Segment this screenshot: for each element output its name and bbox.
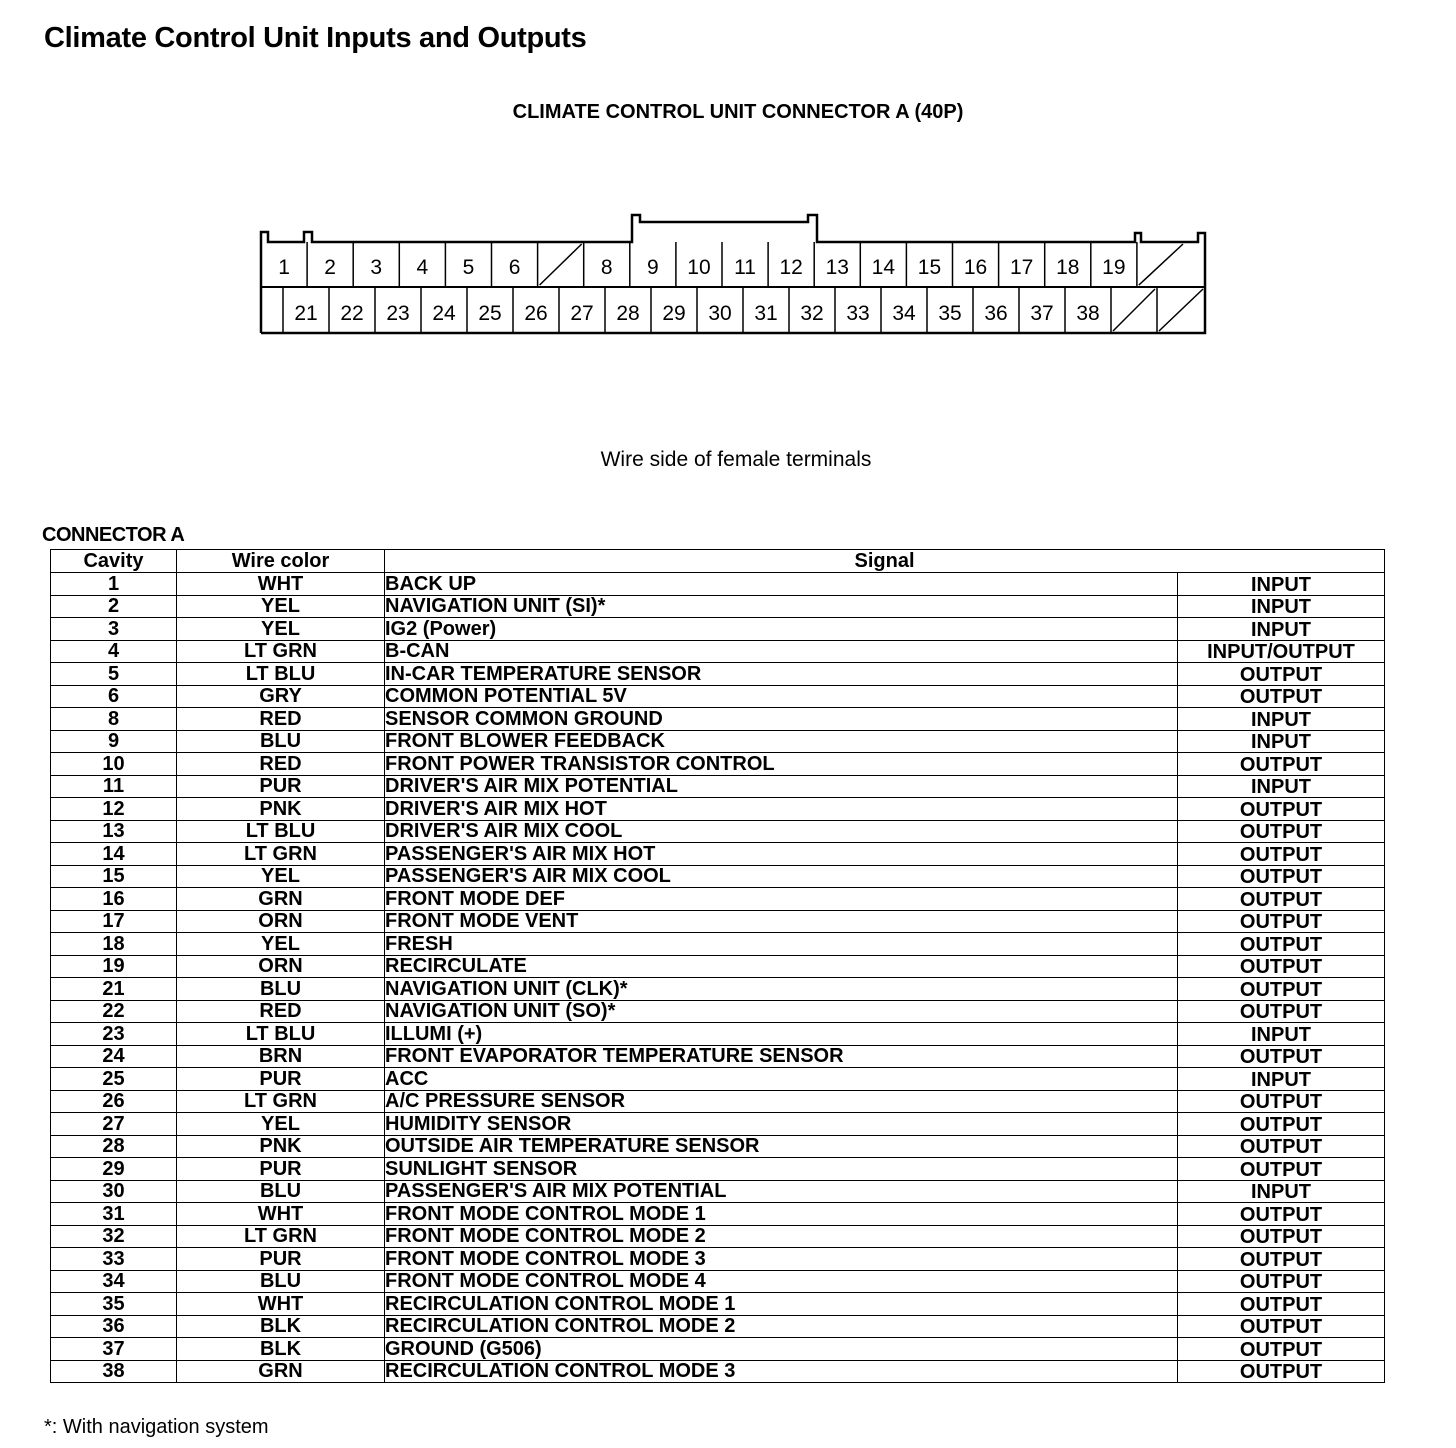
- cell-wire: BRN: [177, 1045, 385, 1068]
- cell-wire: LT BLU: [177, 820, 385, 843]
- cell-cavity: 34: [51, 1270, 177, 1293]
- cell-wire: BLK: [177, 1338, 385, 1361]
- table-row: [51, 1068, 1385, 1091]
- table-row: [51, 955, 1385, 978]
- cell-cavity: 33: [51, 1248, 177, 1271]
- cell-signal: FRONT EVAPORATOR TEMPERATURE SENSOR: [385, 1045, 1178, 1068]
- cell-signal: NAVIGATION UNIT (SI)*: [385, 595, 1178, 618]
- pin-label: 33: [846, 302, 870, 325]
- cell-signal: SENSOR COMMON GROUND: [385, 708, 1178, 731]
- cell-dir: OUTPUT: [1178, 933, 1385, 956]
- cell-signal: NAVIGATION UNIT (CLK)*: [385, 978, 1178, 1001]
- pin-label: 6: [508, 256, 521, 279]
- pin-label: 26: [524, 302, 548, 325]
- cell-dir: OUTPUT: [1178, 1225, 1385, 1248]
- cell-signal: PASSENGER'S AIR MIX HOT: [385, 843, 1178, 866]
- pin-label: 36: [984, 302, 1008, 325]
- cell-dir: OUTPUT: [1178, 865, 1385, 888]
- cell-dir: OUTPUT: [1178, 1270, 1385, 1293]
- cell-signal: NAVIGATION UNIT (SO)*: [385, 1000, 1178, 1023]
- table-row: [51, 1225, 1385, 1248]
- cell-dir: OUTPUT: [1178, 1090, 1385, 1113]
- cell-cavity: 32: [51, 1225, 177, 1248]
- cell-cavity: 13: [51, 820, 177, 843]
- cell-dir: OUTPUT: [1178, 1045, 1385, 1068]
- pin-label: 14: [871, 256, 896, 279]
- cell-wire: WHT: [177, 1293, 385, 1316]
- cell-cavity: 15: [51, 865, 177, 888]
- pin-label: 11: [734, 256, 756, 279]
- cell-signal: FRONT POWER TRANSISTOR CONTROL: [385, 753, 1178, 776]
- cell-wire: YEL: [177, 933, 385, 956]
- pin-label: 3: [370, 256, 383, 279]
- cell-wire: RED: [177, 1000, 385, 1023]
- cell-dir: OUTPUT: [1178, 843, 1385, 866]
- cell-cavity: 22: [51, 1000, 177, 1023]
- cell-wire: BLU: [177, 1180, 385, 1203]
- blank-cavity-mark: [1139, 244, 1183, 285]
- cell-signal: IG2 (Power): [385, 618, 1178, 641]
- table-row: [51, 978, 1385, 1001]
- pin-label: 34: [892, 302, 916, 325]
- cell-wire: YEL: [177, 618, 385, 641]
- cell-signal: COMMON POTENTIAL 5V: [385, 685, 1178, 708]
- pin-label: 21: [294, 302, 318, 325]
- cell-dir: OUTPUT: [1178, 1338, 1385, 1361]
- cell-signal: RECIRCULATE: [385, 955, 1178, 978]
- table-row: [51, 1203, 1385, 1226]
- pin-label: 25: [478, 302, 502, 325]
- table-row: [51, 775, 1385, 798]
- cell-dir: INPUT/OUTPUT: [1178, 640, 1385, 663]
- table-row: [51, 1180, 1385, 1203]
- table-row: [51, 1248, 1385, 1271]
- cell-cavity: 36: [51, 1315, 177, 1338]
- cell-dir: OUTPUT: [1178, 820, 1385, 843]
- cell-cavity: 26: [51, 1090, 177, 1113]
- table-row: [51, 865, 1385, 888]
- cell-dir: OUTPUT: [1178, 978, 1385, 1001]
- cell-cavity: 1: [51, 573, 177, 596]
- cell-cavity: 19: [51, 955, 177, 978]
- table-row: [51, 843, 1385, 866]
- cell-cavity: 9: [51, 730, 177, 753]
- cell-signal: HUMIDITY SENSOR: [385, 1113, 1178, 1136]
- cell-dir: INPUT: [1178, 573, 1385, 596]
- cell-dir: INPUT: [1178, 730, 1385, 753]
- cell-cavity: 25: [51, 1068, 177, 1091]
- table-header-row: [51, 550, 1385, 573]
- pin-label: 27: [570, 302, 594, 325]
- pin-label: 38: [1076, 302, 1100, 325]
- cell-dir: INPUT: [1178, 1180, 1385, 1203]
- pin-label: 10: [687, 256, 711, 279]
- cell-signal: SUNLIGHT SENSOR: [385, 1158, 1178, 1181]
- cell-wire: RED: [177, 753, 385, 776]
- cell-cavity: 5: [51, 663, 177, 686]
- cell-dir: INPUT: [1178, 708, 1385, 731]
- table-row: [51, 595, 1385, 618]
- pin-label: 31: [754, 302, 778, 325]
- cell-dir: OUTPUT: [1178, 910, 1385, 933]
- blank-cavity-mark: [1113, 289, 1155, 331]
- pin-label: 22: [340, 302, 364, 325]
- table-row: [51, 640, 1385, 663]
- cell-signal: GROUND (G506): [385, 1338, 1178, 1361]
- cell-signal: ACC: [385, 1068, 1178, 1091]
- cell-cavity: 28: [51, 1135, 177, 1158]
- cell-wire: ORN: [177, 955, 385, 978]
- pin-label: 1: [278, 256, 290, 279]
- cell-signal: DRIVER'S AIR MIX HOT: [385, 798, 1178, 821]
- cell-cavity: 8: [51, 708, 177, 731]
- diagram-caption: Wire side of female terminals: [600, 448, 872, 471]
- cell-dir: OUTPUT: [1178, 1248, 1385, 1271]
- table-row: [51, 798, 1385, 821]
- table-row: [51, 1113, 1385, 1136]
- pin-label: 32: [800, 302, 824, 325]
- table-row: [51, 910, 1385, 933]
- table-row: [51, 1023, 1385, 1046]
- cell-dir: OUTPUT: [1178, 663, 1385, 686]
- cell-wire: LT BLU: [177, 1023, 385, 1046]
- cell-wire: PUR: [177, 1158, 385, 1181]
- cell-wire: PUR: [177, 1068, 385, 1091]
- cell-wire: GRN: [177, 888, 385, 911]
- header-signal: Signal: [385, 550, 1385, 573]
- table-row: [51, 888, 1385, 911]
- cell-dir: OUTPUT: [1178, 1203, 1385, 1226]
- pin-label: 30: [708, 302, 732, 325]
- table-row: [51, 1293, 1385, 1316]
- cell-wire: GRN: [177, 1360, 385, 1383]
- cell-cavity: 2: [51, 595, 177, 618]
- table-row: [51, 685, 1385, 708]
- cell-wire: YEL: [177, 1113, 385, 1136]
- pin-label: 2: [324, 256, 336, 279]
- header-cavity: Cavity: [51, 550, 177, 573]
- table-row: [51, 1338, 1385, 1361]
- pin-label: 37: [1030, 302, 1054, 325]
- pin-label: 8: [600, 256, 613, 279]
- cell-dir: OUTPUT: [1178, 888, 1385, 911]
- cell-cavity: 37: [51, 1338, 177, 1361]
- pin-label: 28: [616, 302, 640, 325]
- cell-signal: B-CAN: [385, 640, 1178, 663]
- cell-dir: OUTPUT: [1178, 955, 1385, 978]
- cell-signal: FRESH: [385, 933, 1178, 956]
- cell-signal: PASSENGER'S AIR MIX COOL: [385, 865, 1178, 888]
- cell-cavity: 38: [51, 1360, 177, 1383]
- cell-signal: RECIRCULATION CONTROL MODE 2: [385, 1315, 1178, 1338]
- table-row: [51, 663, 1385, 686]
- cell-wire: LT GRN: [177, 640, 385, 663]
- cell-dir: INPUT: [1178, 1068, 1385, 1091]
- cell-dir: OUTPUT: [1178, 1000, 1385, 1023]
- table-row: [51, 1360, 1385, 1383]
- pin-label: 24: [432, 302, 456, 325]
- table-row: [51, 1270, 1385, 1293]
- cell-dir: INPUT: [1178, 1023, 1385, 1046]
- cell-signal: RECIRCULATION CONTROL MODE 1: [385, 1293, 1178, 1316]
- table-row: [51, 753, 1385, 776]
- cell-wire: PNK: [177, 1135, 385, 1158]
- cell-dir: OUTPUT: [1178, 1360, 1385, 1383]
- cell-dir: OUTPUT: [1178, 1113, 1385, 1136]
- cell-wire: BLK: [177, 1315, 385, 1338]
- cell-wire: LT GRN: [177, 843, 385, 866]
- cell-dir: OUTPUT: [1178, 798, 1385, 821]
- cell-wire: PNK: [177, 798, 385, 821]
- cell-signal: BACK UP: [385, 573, 1178, 596]
- cell-signal: ILLUMI (+): [385, 1023, 1178, 1046]
- cell-signal: RECIRCULATION CONTROL MODE 3: [385, 1360, 1178, 1383]
- cell-cavity: 30: [51, 1180, 177, 1203]
- table-row: [51, 1158, 1385, 1181]
- cell-dir: INPUT: [1178, 775, 1385, 798]
- cell-wire: WHT: [177, 1203, 385, 1226]
- cell-dir: OUTPUT: [1178, 1315, 1385, 1338]
- connector-title: CLIMATE CONTROL UNIT CONNECTOR A (40P): [512, 101, 964, 123]
- cell-cavity: 17: [51, 910, 177, 933]
- cell-dir: OUTPUT: [1178, 1135, 1385, 1158]
- cell-wire: YEL: [177, 865, 385, 888]
- cell-cavity: 27: [51, 1113, 177, 1136]
- table-row: [51, 573, 1385, 596]
- cell-wire: PUR: [177, 775, 385, 798]
- blank-cavity-mark: [540, 244, 582, 285]
- cell-cavity: 3: [51, 618, 177, 641]
- cell-cavity: 18: [51, 933, 177, 956]
- cell-wire: YEL: [177, 595, 385, 618]
- cell-signal: FRONT MODE CONTROL MODE 1: [385, 1203, 1178, 1226]
- pin-label: 35: [938, 302, 962, 325]
- cell-wire: BLU: [177, 978, 385, 1001]
- header-wire-color: Wire color: [177, 550, 385, 573]
- table-row: [51, 933, 1385, 956]
- table-row: [51, 1135, 1385, 1158]
- table-row: [51, 820, 1385, 843]
- pin-label: 15: [917, 256, 942, 279]
- cell-signal: FRONT BLOWER FEEDBACK: [385, 730, 1178, 753]
- pin-label: 5: [462, 256, 475, 279]
- cell-cavity: 12: [51, 798, 177, 821]
- pin-label: 17: [1009, 256, 1034, 279]
- cell-dir: OUTPUT: [1178, 685, 1385, 708]
- cell-cavity: 16: [51, 888, 177, 911]
- cell-cavity: 11: [51, 775, 177, 798]
- cell-dir: OUTPUT: [1178, 1293, 1385, 1316]
- cell-signal: OUTSIDE AIR TEMPERATURE SENSOR: [385, 1135, 1178, 1158]
- cell-wire: LT GRN: [177, 1225, 385, 1248]
- cell-signal: DRIVER'S AIR MIX POTENTIAL: [385, 775, 1178, 798]
- cell-cavity: 14: [51, 843, 177, 866]
- table-row: [51, 730, 1385, 753]
- pin-label: 9: [647, 256, 659, 279]
- cell-signal: FRONT MODE DEF: [385, 888, 1178, 911]
- pin-label: 16: [963, 256, 988, 279]
- connector-label: CONNECTOR A: [42, 524, 185, 546]
- cell-signal: A/C PRESSURE SENSOR: [385, 1090, 1178, 1113]
- cell-wire: BLU: [177, 730, 385, 753]
- cell-signal: DRIVER'S AIR MIX COOL: [385, 820, 1178, 843]
- table-row: [51, 1315, 1385, 1338]
- cell-signal: FRONT MODE CONTROL MODE 2: [385, 1225, 1178, 1248]
- cell-signal: FRONT MODE CONTROL MODE 4: [385, 1270, 1178, 1293]
- cell-signal: FRONT MODE VENT: [385, 910, 1178, 933]
- cell-wire: ORN: [177, 910, 385, 933]
- cell-cavity: 21: [51, 978, 177, 1001]
- cell-cavity: 6: [51, 685, 177, 708]
- cell-cavity: 35: [51, 1293, 177, 1316]
- pin-label: 4: [416, 256, 429, 279]
- table-row: [51, 1045, 1385, 1068]
- cell-cavity: 31: [51, 1203, 177, 1226]
- cell-wire: GRY: [177, 685, 385, 708]
- cell-wire: RED: [177, 708, 385, 731]
- cell-dir: INPUT: [1178, 618, 1385, 641]
- table-row: [51, 1090, 1385, 1113]
- page-title: Climate Control Unit Inputs and Outputs: [44, 22, 587, 54]
- cell-cavity: 10: [51, 753, 177, 776]
- cell-signal: FRONT MODE CONTROL MODE 3: [385, 1248, 1178, 1271]
- cell-cavity: 29: [51, 1158, 177, 1181]
- cell-dir: OUTPUT: [1178, 1158, 1385, 1181]
- pin-label: 18: [1056, 256, 1080, 279]
- cell-cavity: 24: [51, 1045, 177, 1068]
- pin-label: 19: [1102, 256, 1126, 279]
- pin-label: 23: [386, 302, 410, 325]
- cell-signal: PASSENGER'S AIR MIX POTENTIAL: [385, 1180, 1178, 1203]
- table-row: [51, 1000, 1385, 1023]
- cell-signal: IN-CAR TEMPERATURE SENSOR: [385, 663, 1178, 686]
- blank-cavity-mark: [1159, 289, 1203, 331]
- pin-label: 13: [825, 256, 849, 279]
- table-row: [51, 618, 1385, 641]
- pin-label: 29: [662, 302, 686, 325]
- pin-label: 12: [779, 256, 803, 279]
- cell-cavity: 4: [51, 640, 177, 663]
- connector-diagram: [0, 0, 1456, 420]
- cell-wire: PUR: [177, 1248, 385, 1271]
- cell-cavity: 23: [51, 1023, 177, 1046]
- table-row: [51, 708, 1385, 731]
- footnote: *: With navigation system: [44, 1416, 269, 1438]
- cell-wire: WHT: [177, 573, 385, 596]
- cell-dir: INPUT: [1178, 595, 1385, 618]
- cell-wire: BLU: [177, 1270, 385, 1293]
- cell-dir: OUTPUT: [1178, 753, 1385, 776]
- cell-wire: LT GRN: [177, 1090, 385, 1113]
- cell-wire: LT BLU: [177, 663, 385, 686]
- pinout-table: [50, 549, 1385, 1383]
